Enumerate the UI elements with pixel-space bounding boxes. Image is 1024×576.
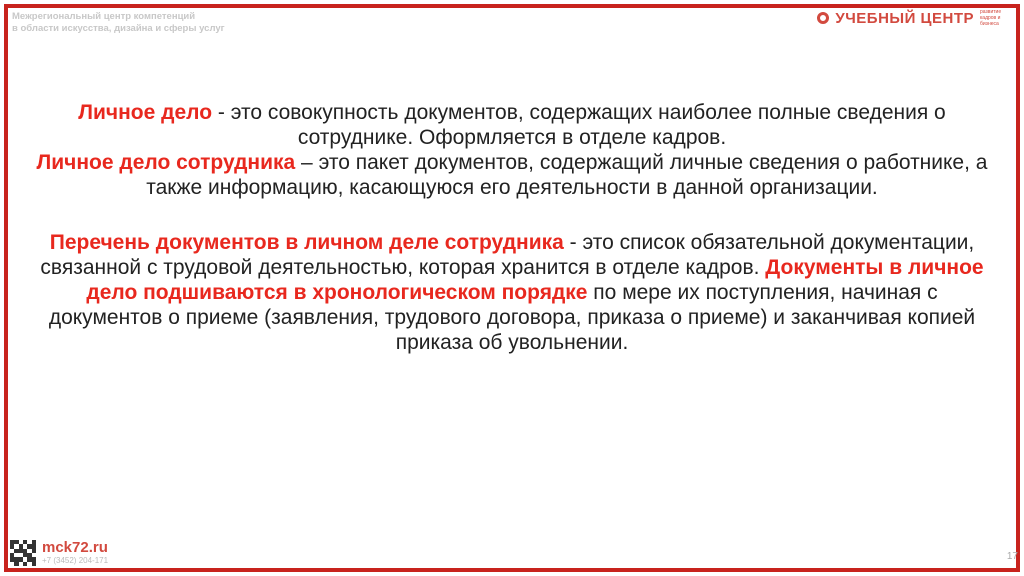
org-line-2: в области искусства, дизайна и сферы услуг <box>12 23 225 34</box>
employee-file-text: – это пакет документов, содержащий личные сведения о работнике, а также информацию, касающуюся его деятельности в данной организации. <box>146 151 988 199</box>
term-lichnoe-delo: Личное дело <box>78 101 213 124</box>
brand-name: УЧЕБНЫЙ ЦЕНТР <box>835 9 974 27</box>
contact-info <box>42 540 108 566</box>
chronological-order-highlight: Документы в личное дело подшиваются в хронологическом порядке <box>86 256 984 304</box>
paragraph-definition <box>30 100 994 150</box>
slide-content <box>30 100 994 355</box>
term-employee-file: Личное дело сотрудника <box>36 151 296 174</box>
org-line-1: Межрегиональный центр компетенций <box>12 11 196 22</box>
term-document-list: Перечень документов в личном деле сотрудника <box>49 231 564 254</box>
ring-logo-icon <box>817 12 829 24</box>
qr-code-icon <box>10 540 36 566</box>
org-name <box>12 11 225 35</box>
website-link[interactable]: mck72.ru <box>42 539 108 556</box>
document-list-text: - это список обязательной документации, связанной с трудовой деятельностью, которая хранится в отделе кадров. <box>40 231 975 279</box>
brand-logo <box>817 9 1008 27</box>
phone-number: +7 (3452) 204-171 <box>42 556 109 565</box>
paragraph-document-list <box>30 230 994 355</box>
definition-text: - это совокупность документов, содержащих наиболее полные сведения о сотруднике. Оформляется в отделе кадров. <box>212 101 946 149</box>
paragraph-employee-file <box>30 150 994 200</box>
footer <box>10 540 108 566</box>
page-number: 17 <box>1006 551 1018 562</box>
brand-tagline: развитие кадров и бизнеса <box>980 9 1002 27</box>
document-order-text: по мере их поступления, начиная с документов о приеме (заявления, трудового договора, приказа о приеме) и заканчивая копией приказа об увольнении. <box>48 281 976 354</box>
